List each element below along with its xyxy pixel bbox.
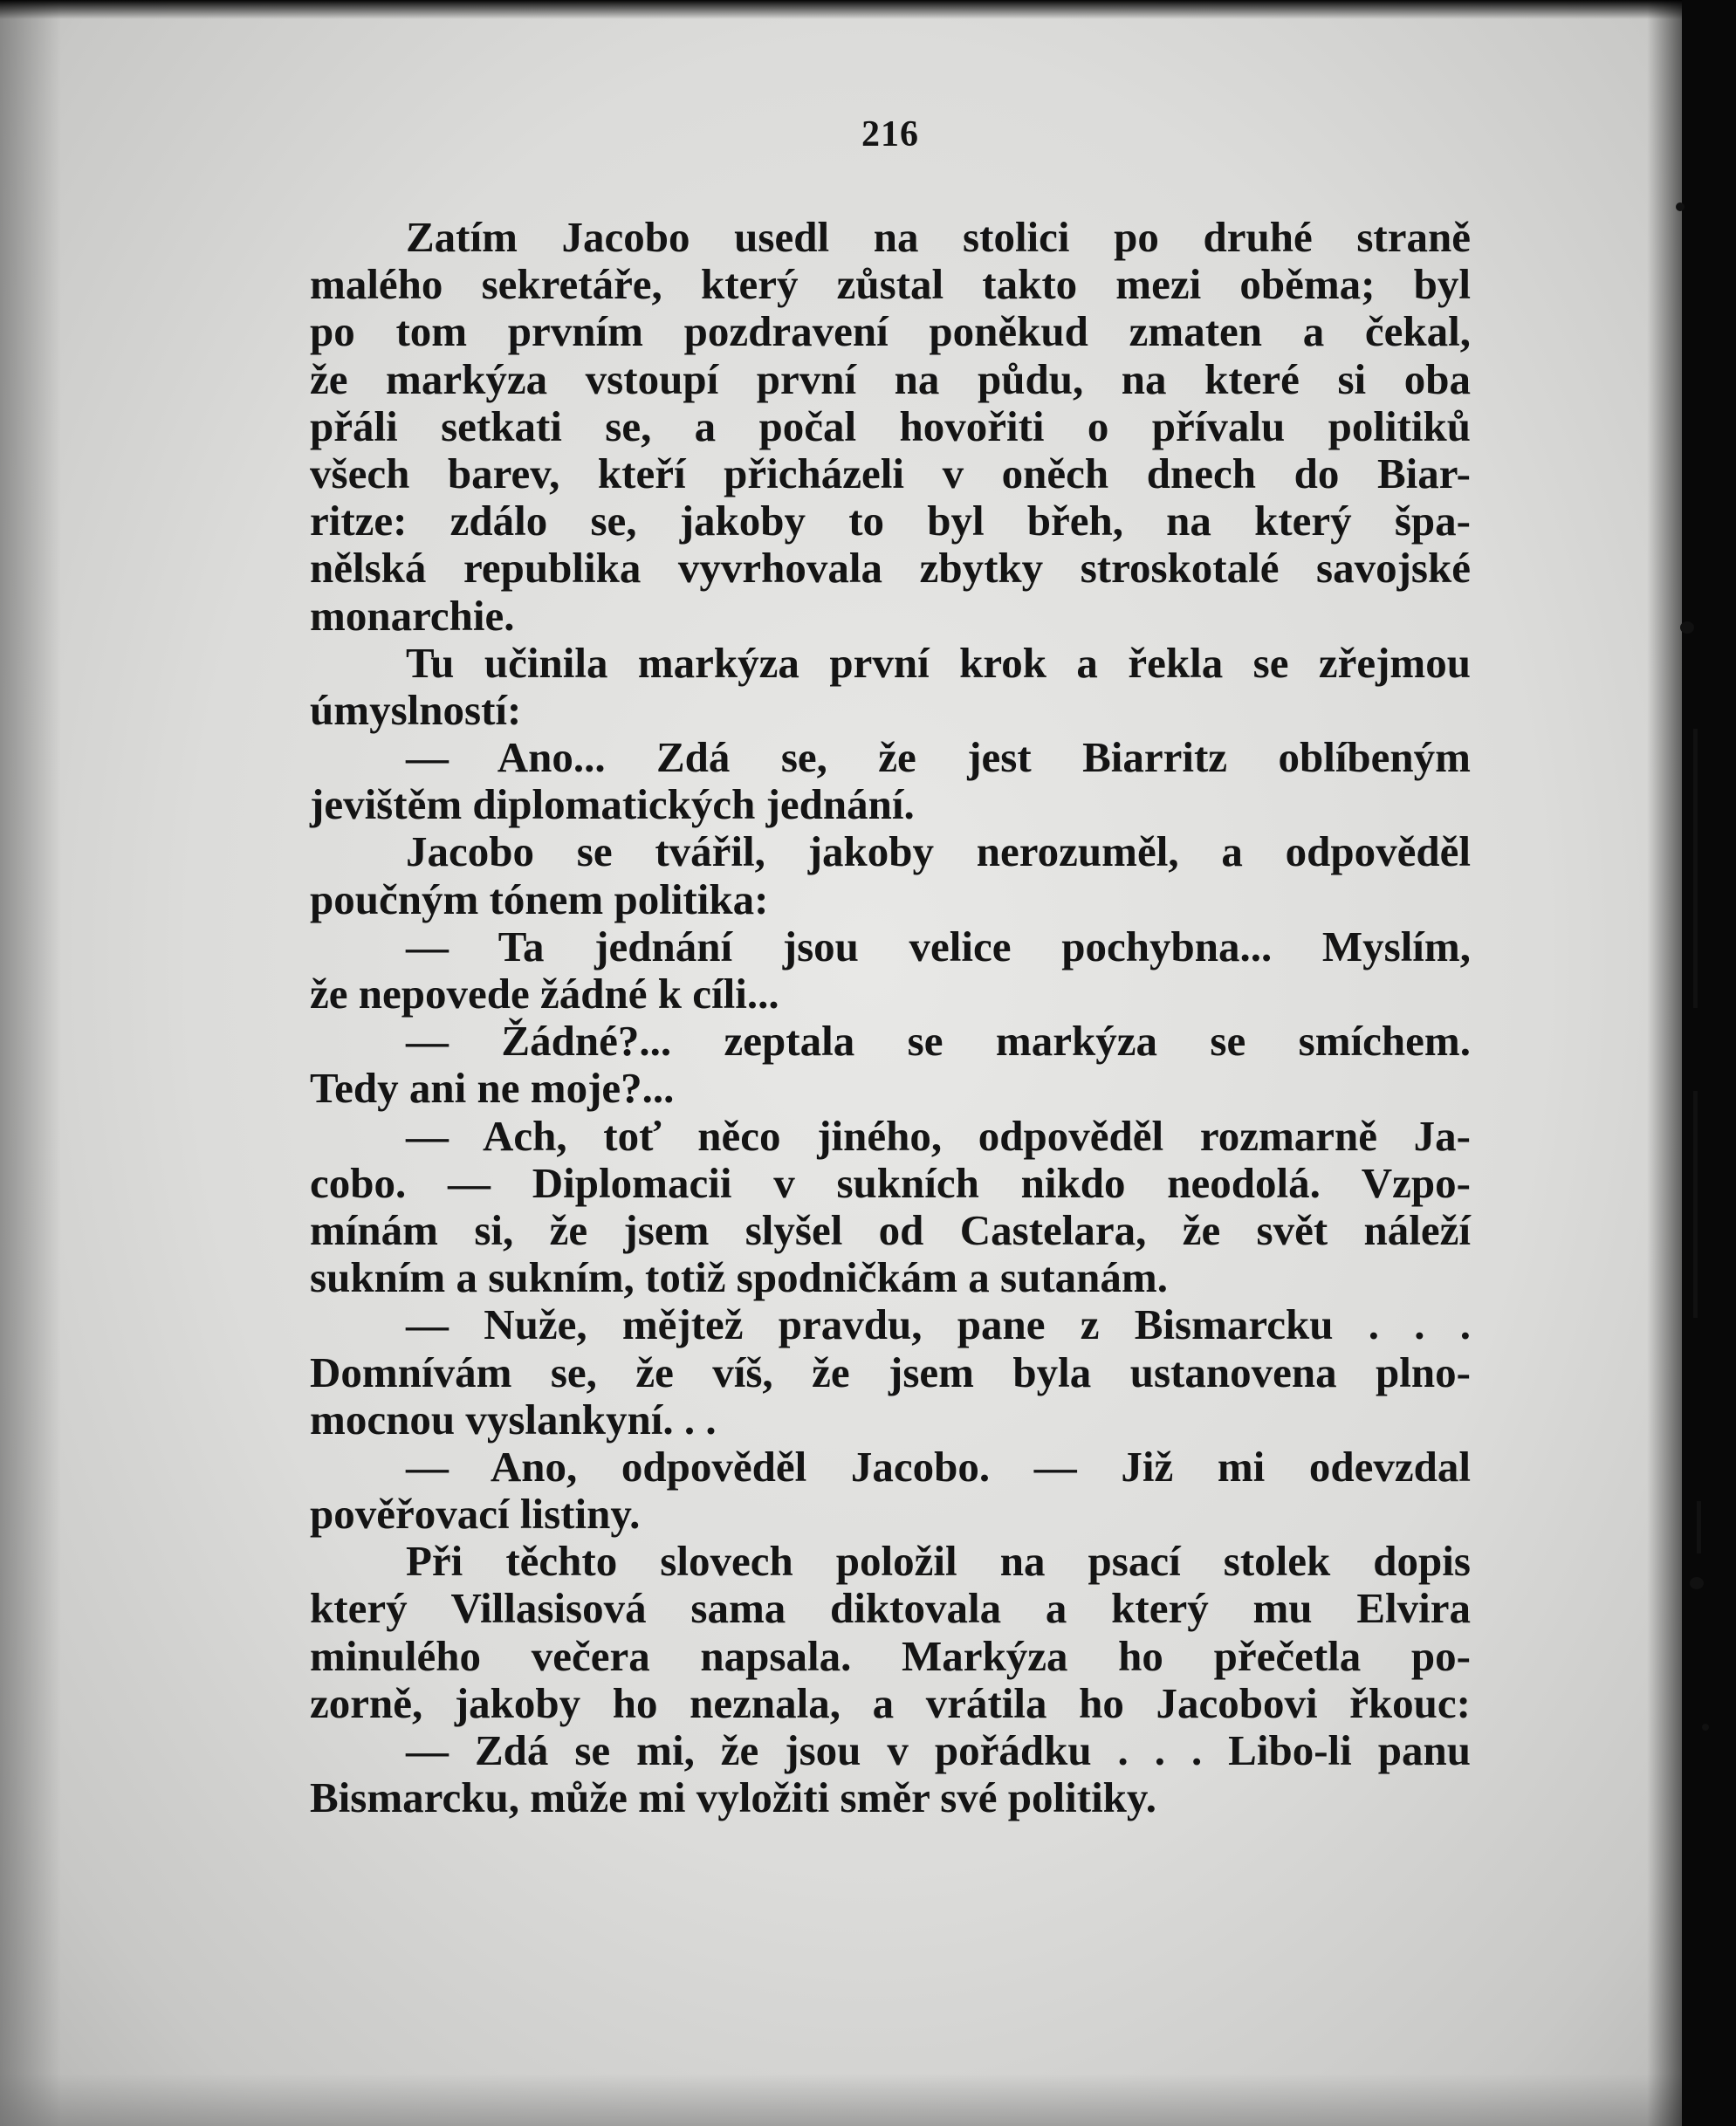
text-line: zorně, jakoby ho neznala, a vrátila ho Jacobovi řkouc: <box>310 1678 1471 1727</box>
text-line: monarchie. <box>310 591 515 640</box>
text-line: sukním a sukním, totiž spodničkám a sutanám. <box>310 1253 1168 1302</box>
text-line: — Ano... Zdá se, že jest Biarritz oblíbeným <box>406 733 1471 782</box>
text-line: který Villasisová sama diktovala a který mu Elvira <box>310 1584 1471 1633</box>
text-line: Domnívám se, že víš, že jsem byla ustanovena plno- <box>310 1348 1471 1396</box>
text-line: mocnou vyslankyní. . . <box>310 1395 717 1444</box>
body-text <box>310 214 1471 1821</box>
text-line: malého sekretáře, který zůstal takto mezi oběma; byl <box>310 260 1471 309</box>
margin-speck <box>1676 202 1685 211</box>
text-line: Tu učinila markýza první krok a řekla se zřejmou <box>406 638 1471 687</box>
right-shadow <box>1647 0 1682 2126</box>
right-scanner-border <box>1682 0 1736 2126</box>
margin-rule <box>1693 729 1698 1008</box>
text-line: že nepovede žádné k cíli... <box>310 970 779 1018</box>
margin-speck <box>1702 1724 1709 1731</box>
text-line: Bismarcku, může mi vyložiti směr své politiky. <box>310 1773 1156 1822</box>
text-line: Jacobo se tvářil, jakoby nerozuměl, a odpověděl <box>406 827 1471 876</box>
text-line: — Ano, odpověděl Jacobo. — Již mi odevzdal <box>406 1442 1471 1491</box>
text-line: Zatím Jacobo usedl na stolici po druhé straně <box>406 213 1471 261</box>
text-line: úmyslností: <box>310 685 522 734</box>
text-line: — Ta jednání jsou velice pochybna... Myslím, <box>406 922 1471 970</box>
margin-rule <box>1697 1501 1701 1553</box>
bottom-shadow <box>0 2074 1736 2126</box>
margin-rule <box>1693 1091 1698 1318</box>
text-line: — Ach, toť něco jiného, odpověděl rozmarně Ja- <box>406 1111 1471 1160</box>
text-line: ritze: zdálo se, jakoby to byl břeh, na který špa- <box>310 497 1471 545</box>
text-line: — Zdá se mi, že jsou v pořádku . . . Libo-li panu <box>406 1726 1471 1774</box>
text-line: všech barev, kteří přicházeli v oněch dnech do Biar- <box>310 449 1471 497</box>
text-line: po tom prvním pozdravení poněkud zmaten a čekal, <box>310 307 1471 356</box>
text-line: přáli setkati se, a počal hovořiti o přívalu politiků <box>310 401 1471 450</box>
text-line: — Žádné?... zeptala se markýza se smíchem. <box>406 1017 1471 1066</box>
text-line: pověřovací listiny. <box>310 1490 641 1539</box>
top-edge <box>0 0 1736 19</box>
text-line: poučným tónem politika: <box>310 874 769 923</box>
text-line: minulého večera napsala. Markýza ho přečetla po- <box>310 1631 1471 1680</box>
text-line: mínám si, že jsem slyšel od Castelara, že svět náleží <box>310 1205 1471 1254</box>
page-number: 216 <box>861 114 919 154</box>
text-line: nělská republika vyvrhovala zbytky stroskotalé savojské <box>310 544 1471 593</box>
text-line: cobo. — Diplomacii v sukních nikdo neodolá. Vzpo- <box>310 1158 1471 1207</box>
text-line: — Nuže, mějtež pravdu, pane z Bismarcku . . . <box>406 1300 1471 1349</box>
text-line: jevištěm diplomatických jednání. <box>310 780 915 829</box>
text-line: Tedy ani ne moje?... <box>310 1064 675 1113</box>
text-line: Při těchto slovech položil na psací stolek dopis <box>406 1537 1471 1586</box>
margin-speck <box>1690 1577 1704 1589</box>
margin-speck <box>1680 621 1694 634</box>
left-shadow <box>0 0 61 2126</box>
text-line: že markýza vstoupí první na půdu, na které si oba <box>310 354 1471 403</box>
